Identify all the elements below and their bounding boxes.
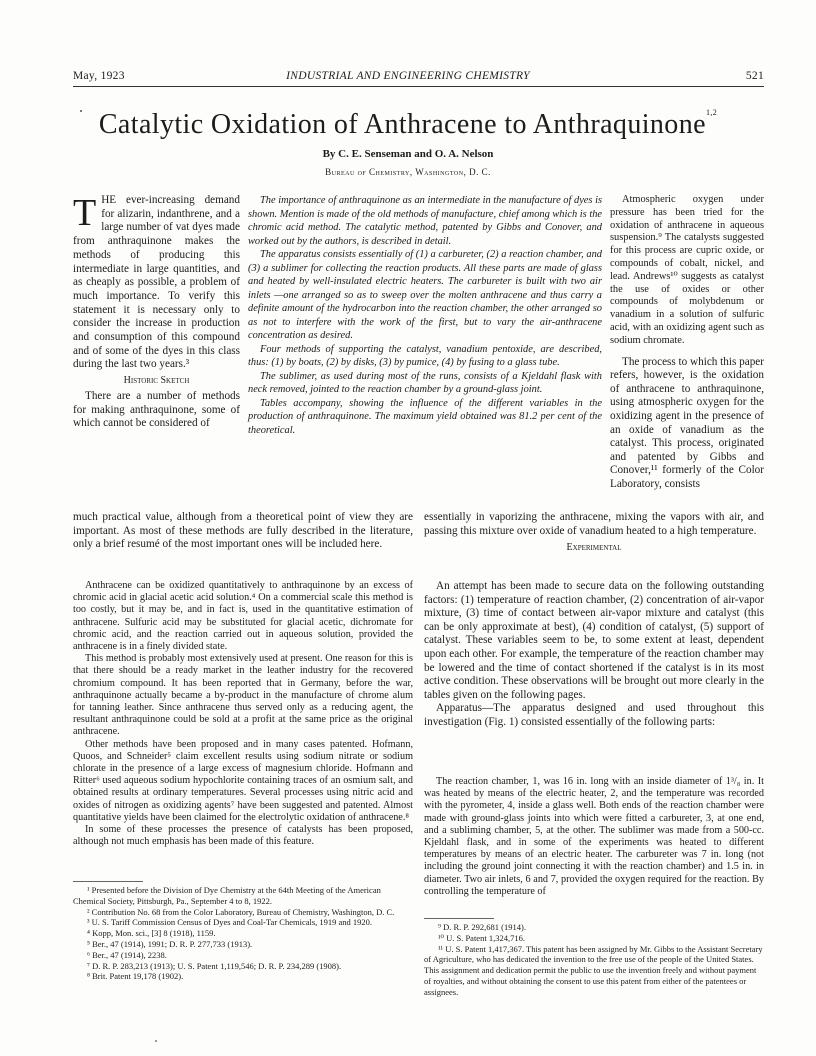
- body-paragraph: Atmospheric oxygen under pressure has been tried for the oxidation of anthracene in aqueous suspension.⁹ The catalysts suggested for this process are cupric oxide, or compounds of cobalt, nickel, and lead. Andrews¹⁰ suggests as catalyst the use of oxides or other compounds of molybdenum or vanadium in a solution of sulfuric acid, with an oxidizing agent such as sodium chromate.: [610, 194, 764, 346]
- footnote: ⁵ Ber., 47 (1914), 1991; D. R. P. 277,733 (1913).: [87, 938, 253, 949]
- drop-cap: T: [73, 192, 97, 234]
- article-title-text: Catalytic Oxidation of Anthracene to Anthraquinone: [98, 109, 706, 140]
- footnote: ¹ Presented before the Division of Dye Chemistry at the 64th Meeting of the American Chemical Society, Pittsburgh, Pa., September 4 to 8, 1922.: [73, 885, 381, 906]
- apparatus-paragraph: Apparatus—The apparatus designed and used throughout this investigation (Fig. 1) consisted essentially of the following parts:: [424, 702, 764, 728]
- article-authors: By C. E. Senseman and O. A. Nelson: [322, 148, 494, 160]
- footnote: ⁸ Brit. Patent 19,178 (1902).: [87, 971, 184, 982]
- body-paragraph: much practical value, although from a theoretical point of view they are important. As most of these methods are fully described in the literature, only a brief resumé of the most important ones will be included here.: [73, 511, 413, 551]
- footnote: ⁷ D. R. P. 283,213 (1913); U. S. Patent 1,119,546; D. R. P. 234,289 (1908).: [87, 960, 342, 971]
- right-main-column: [424, 580, 764, 730]
- intro-column: [73, 194, 240, 431]
- historic-text: There are a number of methods for making anthraquinone, some of which cannot be considered of: [73, 389, 240, 430]
- intro-paragraph: [73, 194, 240, 372]
- body-paragraph: essentially in vaporizing the anthracene, mixing the vapors with air, and passing this mixture over oxide of vanadium heated to a high temperature.: [424, 511, 764, 537]
- abstract-paragraph: Tables accompany, showing the influence of the different variables in the production of anthraquinone. The maximum yield obtained was 81.2 per cent of the theoretical.: [248, 397, 602, 436]
- footnote-rule: [73, 881, 143, 882]
- left-main-column: [73, 580, 413, 848]
- footnote-rule: [424, 918, 494, 919]
- footnote: ¹¹ U. S. Patent 1,417,367. This patent has been assigned by Mr. Gibbs to the Assistant Secretary of Agriculture, who has dedicated the invention to the free use of the people of the United States. This assignment and dedication permit the public to use the invention freely and without payment of royalties, and without obtaining the consent to use this patent from either of the patentees or assignees.: [424, 943, 763, 997]
- apparatus-description: [424, 776, 764, 898]
- running-header-journal: INDUSTRIAL AND ENGINEERING CHEMISTRY: [286, 70, 530, 82]
- intro-text: HE ever-increasing demand for alizarin, indanthrene, and a large number of vat dyes made from anthraquinone makes the methods of producing this intermediate in large quantities, and as cheaply as possible, a problem of much importance. To verify this statement it is necessary only to consider the increase in production and consumption of this compound and of some of the dyes in this class during the last two years.³: [73, 194, 240, 371]
- body-paragraph: An attempt has been made to secure data on the following outstanding factors: (1) temperature of reaction chamber, (2) concentration of air-vapor mixture, (3) time of contact between air-vapor mixture and catalyst (this can be only approximate at best), (4) condition of catalyst, (5) support of catalyst. These variables seem to be, to some extent at least, dependent upon each other. For example, the temperature of the reaction chamber may be lowered and the time of contact shortened if the catalyst is in its most active condition. These observations will be brought out more clearly in the tables given on the following pages.: [424, 580, 764, 701]
- footnote: ¹⁰ U. S. Patent 1,324,716.: [438, 932, 525, 943]
- body-paragraph: This method is probably most extensively used at present. One reason for this is that there should be a ready market in the leather industry for the recovered chromium compound. It has been reported that in Germany, before the war, anthraquinone actually became a by-product in the manufacture of chrome alum for tanning leather. Since anthracene thus served only as a reducing agent, the resultant anthraquinone could be sold at a profit at the same price as the original anthracene.: [73, 653, 413, 738]
- section-heading-experimental: Experimental: [566, 542, 622, 554]
- footnotes-right: [424, 918, 764, 998]
- left-continuation: [73, 511, 413, 552]
- body-paragraph: The process to which this paper refers, however, is the oxidation of anthracene to anthraquinone, using atmospheric oxygen for the oxidizing agent in the presence of an oxide of vanadium as the catalyst. This process, originated and patented by Gibbs and Conover,¹¹ formerly of the Color Laboratory, consists: [610, 355, 764, 490]
- author-affiliation: Bureau of Chemistry, Washington, D. C.: [325, 167, 491, 177]
- right-continuation: [424, 511, 764, 569]
- running-header-date: May, 1923: [73, 70, 125, 82]
- title-footnote-marks: 1,2: [705, 108, 718, 117]
- body-paragraph: In some of these processes the presence of catalysts has been proposed, although not much emphasis has been made of this feature.: [73, 824, 413, 848]
- abstract-paragraph: Four methods of supporting the catalyst, vanadium pentoxide, are described, thus: (1) by boats, (2) by disks, (3) by pumice, (4) by fusing to a glass tube.: [248, 343, 602, 368]
- footnote: ² Contribution No. 68 from the Color Laboratory, Bureau of Chemistry, Washington, D. C.: [87, 906, 395, 917]
- right-top-column: [610, 194, 764, 492]
- abstract-paragraph: The apparatus consists essentially of (1) a carbureter, (2) a reaction chamber, and (3) a sublimer for collecting the reaction products. All these parts are made of glass and heated by well-insulated electric heaters. The carbureter is built with two air inlets —one arranged so as to sweep over the molten anthracene and thus carry a definite amount of the hydrocarbon into the reaction chamber, the other arranged so as not to interfere with the work of the first, but to vary the air-anthracene concentration as desired.: [248, 249, 602, 341]
- speck-mark: [155, 1040, 157, 1042]
- abstract-paragraph: The sublimer, as used during most of the runs, consists of a Kjeldahl flask with neck removed, jointed to the reaction chamber by a ground-glass joint.: [248, 370, 602, 395]
- page-number: 521: [745, 70, 764, 82]
- section-heading-historic: Historic Sketch: [123, 375, 190, 387]
- footnote: ⁹ D. R. P. 292,681 (1914).: [438, 922, 526, 932]
- article-title: [0, 108, 816, 141]
- footnotes-left: [73, 881, 413, 982]
- footnote: ⁴ Kopp, Mon. sci., [3] 8 (1918), 1159.: [87, 928, 216, 939]
- abstract-block: [248, 194, 602, 437]
- body-paragraph: Other methods have been proposed and in many cases patented. Hofmann, Quoos, and Schneider⁵ claim excellent results using sodium nitrate or sodium chlorate in the presence of a large excess of magnesium chloride. Hofmann and Ritter⁶ used aqueous sodium hypochlorite containing traces of an osmium salt, and obtained results at ordinary temperatures. Several processes using nitric acid and oxides of nitrogen as oxidizing agents⁷ have been suggested and patented. Almost quantitative yields have been claimed for the electrolytic oxidation of anthracene.⁸: [73, 738, 413, 823]
- footnote: ⁶ Ber., 47 (1914), 2238.: [87, 949, 167, 960]
- abstract-paragraph: The importance of anthraquinone as an intermediate in the manufacture of dyes is shown. Mention is made of the old methods of manufacture, chief among which is the chromic acid method. The catalytic method, patented by Gibbs and Conover, and worked out by the authors, is described in detail.: [248, 195, 603, 247]
- header-rule: [73, 86, 764, 87]
- body-paragraph: The reaction chamber, 1, was 16 in. long with an inside diameter of 1³/₈ in. It was heated by means of the electric heater, 2, and the temperature was recorded with the pyrometer, 4, inside a glass well. Both ends of the reaction chamber were made with ground-glass joints into which were fitted a carbureter, 3, at one end, and a subliming chamber, 5, at the other. The sublimer was made from a 500-cc. Kjeldahl flask, and in some of the experiments was heated to different temperatures by means of an electric heater. The carbureter was 7 in. long (not including the ground joint connecting it with the reaction chamber) and 1.5 in. in diameter. Two air inlets, 6 and 7, provided the oxygen required for the reaction. By controlling the temperature of: [424, 776, 764, 897]
- footnote: ³ U. S. Tariff Commission Census of Dyes and Coal-Tar Chemicals, 1919 and 1920.: [87, 917, 373, 928]
- body-paragraph: Anthracene can be oxidized quantitatively to anthraquinone by an excess of chromic acid in glacial acetic acid solution.⁴ On a commercial scale this method is too costly, but it may be, and in fact is, used in the quantitative estimation of anthracene. Sulfuric acid may be substituted for glacial acetic, dichromate for chromic acid, and the reaction carried out in aqueous solution, provided the anthracene is in a finely divided state.: [73, 580, 413, 653]
